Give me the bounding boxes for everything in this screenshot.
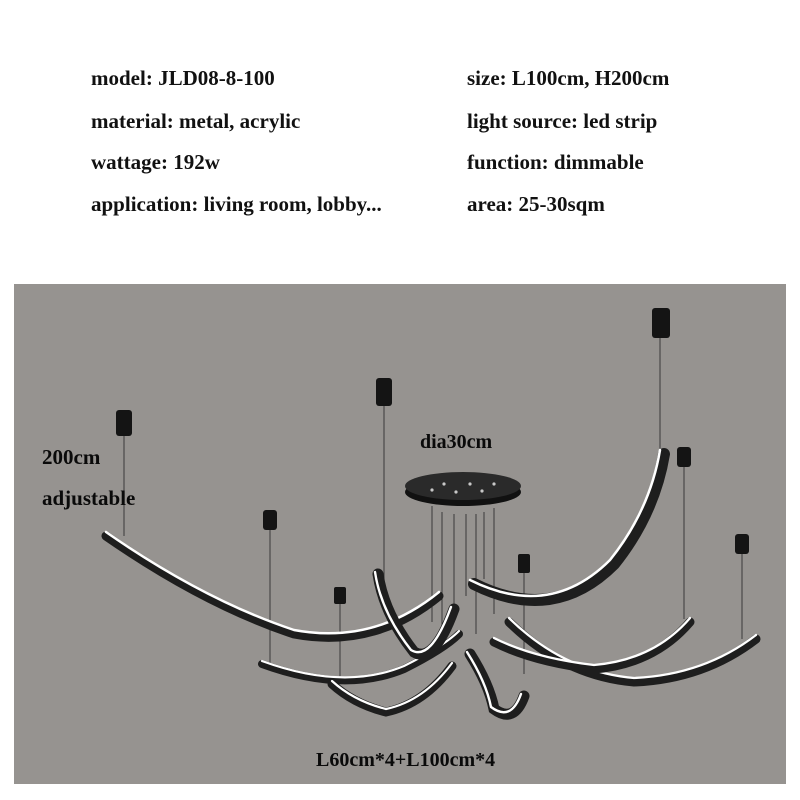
height-label: 200cm (42, 445, 101, 469)
adjustable-label: adjustable (42, 486, 136, 510)
product-photo (14, 284, 786, 784)
spec-wattage: wattage: 192w (91, 150, 220, 174)
spec-area: area: 25-30sqm (467, 192, 605, 216)
canopy (405, 472, 521, 506)
spec-light-source: light source: led strip (467, 109, 658, 133)
canopy-diameter-label: dia30cm (420, 431, 493, 453)
spec-function: function: dimmable (467, 150, 644, 174)
spec-size: size: L100cm, H200cm (467, 66, 670, 90)
spec-material: material: metal, acrylic (91, 109, 301, 133)
spec-application: application: living room, lobby... (91, 192, 382, 216)
chandelier-illustration (14, 284, 786, 784)
spec-model: model: JLD08-8-100 (91, 66, 275, 90)
arc-length-label: L60cm*4+L100cm*4 (316, 749, 496, 771)
